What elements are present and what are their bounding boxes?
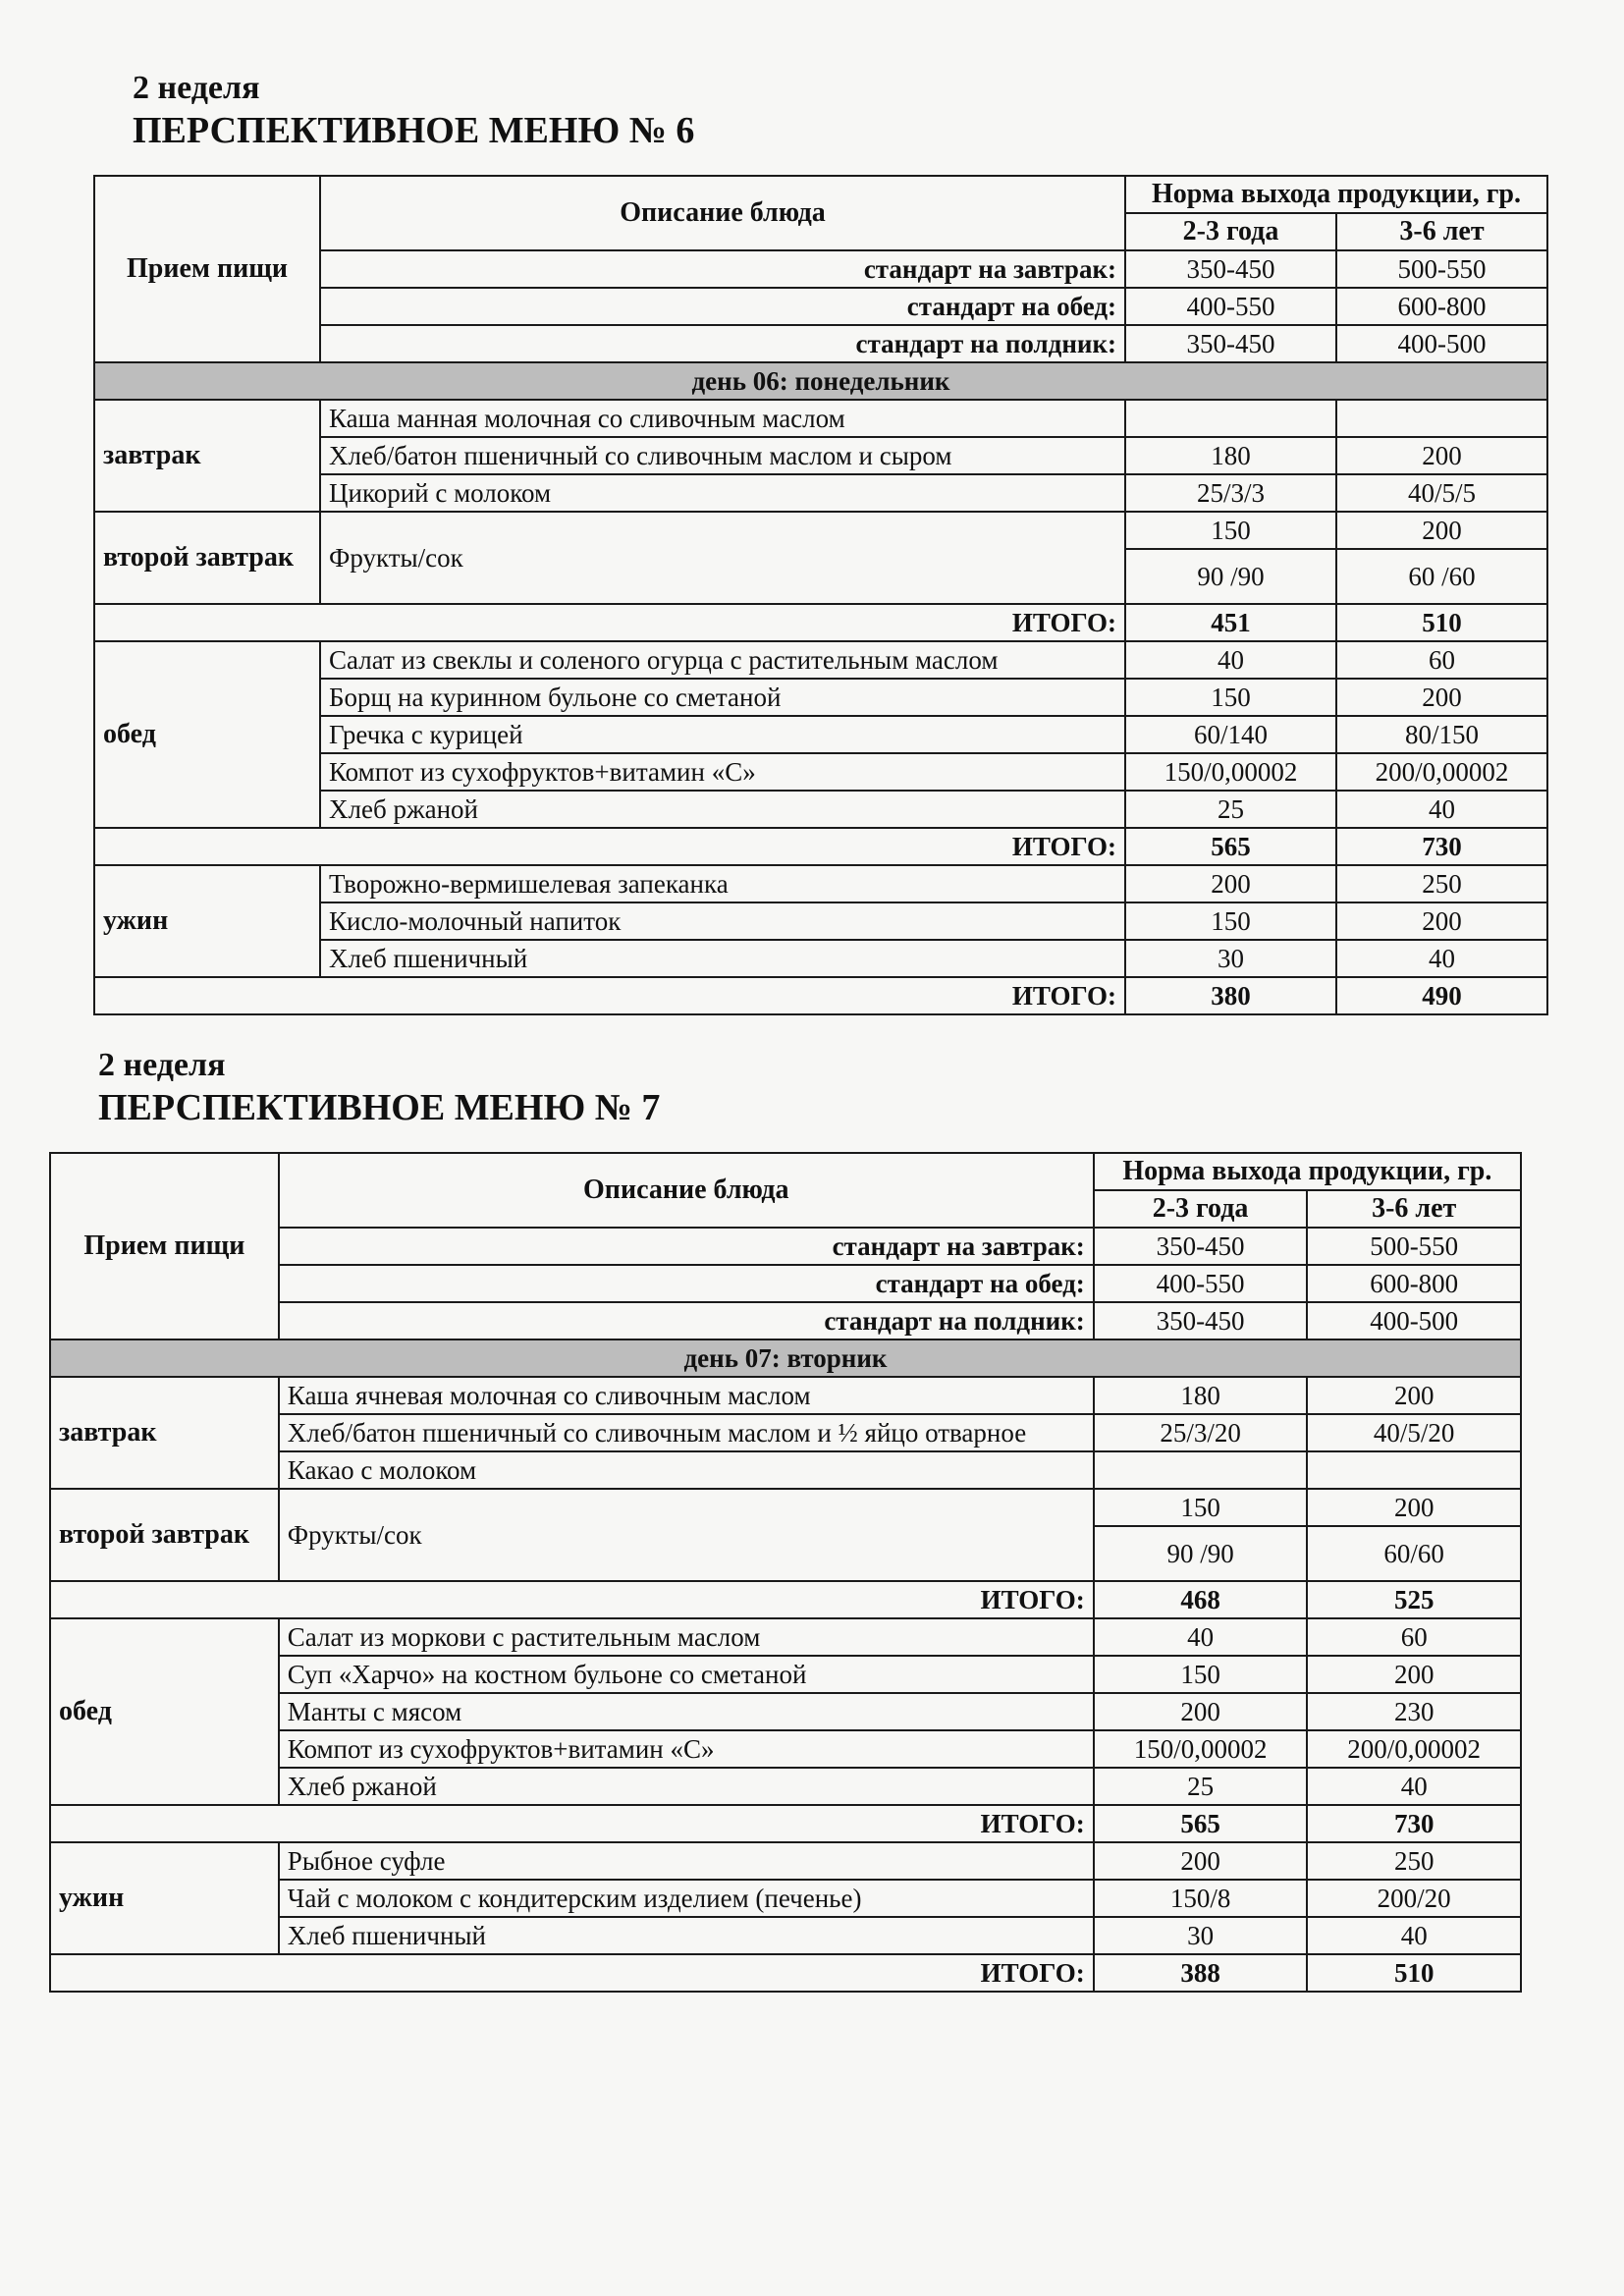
portion-2-3: 150 bbox=[1094, 1489, 1308, 1526]
dish-name: Рыбное суфле bbox=[279, 1842, 1094, 1880]
total-label: ИТОГО: bbox=[94, 828, 1125, 865]
meal-lunch: обед bbox=[94, 641, 320, 828]
portion-2-3: 180 bbox=[1094, 1377, 1308, 1414]
portion-3-6: 60 bbox=[1336, 641, 1547, 679]
portion-2-3: 150 bbox=[1125, 512, 1336, 549]
age-group-2-3-header: 2-3 года bbox=[1125, 213, 1336, 250]
menu-header bbox=[98, 1046, 1624, 1130]
portion-3-6: 40 bbox=[1307, 1917, 1521, 1954]
portion-3-6: 200 bbox=[1307, 1656, 1521, 1693]
portion-3-6: 60/60 bbox=[1307, 1526, 1521, 1581]
lunch-row bbox=[50, 1618, 1521, 1656]
description-column-header: Описание блюда bbox=[279, 1153, 1094, 1228]
menu-section bbox=[0, 69, 1624, 1015]
portion-3-6: 80/150 bbox=[1336, 716, 1547, 753]
dish-name: Гречка с курицей bbox=[320, 716, 1125, 753]
standard-value-3-6: 400-500 bbox=[1336, 325, 1547, 362]
meal-breakfast: завтрак bbox=[94, 400, 320, 512]
total-2-3: 388 bbox=[1094, 1954, 1308, 1992]
menu-table bbox=[49, 1152, 1522, 1993]
dish-name: Манты с мясом bbox=[279, 1693, 1094, 1730]
standard-label: стандарт на завтрак: bbox=[279, 1228, 1094, 1265]
dish-name: Фрукты/сок bbox=[320, 512, 1125, 604]
standard-value-2-3: 350-450 bbox=[1094, 1302, 1308, 1339]
day-label: день 06: понедельник bbox=[94, 362, 1547, 400]
dish-name: Хлеб пшеничный bbox=[320, 940, 1125, 977]
portion-2-3: 30 bbox=[1125, 940, 1336, 977]
standard-value-2-3: 350-450 bbox=[1125, 325, 1336, 362]
portion-3-6: 250 bbox=[1307, 1842, 1521, 1880]
standard-value-2-3: 400-550 bbox=[1125, 288, 1336, 325]
portion-2-3: 60/140 bbox=[1125, 716, 1336, 753]
portion-3-6: 200 bbox=[1336, 902, 1547, 940]
dish-name: Чай с молоком с кондитерским изделием (печенье) bbox=[279, 1880, 1094, 1917]
portion-3-6: 200 bbox=[1336, 437, 1547, 474]
portion-3-6 bbox=[1307, 1451, 1521, 1489]
meal-second-breakfast: второй завтрак bbox=[50, 1489, 279, 1581]
dish-name: Хлеб ржаной bbox=[320, 791, 1125, 828]
dish-name: Фрукты/сок bbox=[279, 1489, 1094, 1581]
portion-2-3: 150/0,00002 bbox=[1125, 753, 1336, 791]
portion-2-3: 25 bbox=[1125, 791, 1336, 828]
standard-label: стандарт на обед: bbox=[279, 1265, 1094, 1302]
dish-name: Цикорий с молоком bbox=[320, 474, 1125, 512]
portion-3-6: 200/0,00002 bbox=[1336, 753, 1547, 791]
dish-name: Хлеб/батон пшеничный со сливочным маслом и сыром bbox=[320, 437, 1125, 474]
standard-label: стандарт на полдник: bbox=[320, 325, 1125, 362]
total-2-3: 565 bbox=[1125, 828, 1336, 865]
portion-2-3: 150/8 bbox=[1094, 1880, 1308, 1917]
dinner-row bbox=[50, 1842, 1521, 1880]
total-row bbox=[50, 1581, 1521, 1618]
total-3-6: 730 bbox=[1336, 828, 1547, 865]
portion-2-3: 40 bbox=[1094, 1618, 1308, 1656]
dish-name: Компот из сухофруктов+витамин «С» bbox=[320, 753, 1125, 791]
meal-column-header: Прием пищи bbox=[94, 176, 320, 362]
total-3-6: 510 bbox=[1336, 604, 1547, 641]
portion-2-3: 25/3/3 bbox=[1125, 474, 1336, 512]
dish-name: Кисло-молочный напиток bbox=[320, 902, 1125, 940]
total-2-3: 380 bbox=[1125, 977, 1336, 1014]
day-label: день 07: вторник bbox=[50, 1339, 1521, 1377]
portion-2-3: 200 bbox=[1094, 1842, 1308, 1880]
meal-column-header: Прием пищи bbox=[50, 1153, 279, 1339]
dish-name: Творожно-вермишелевая запеканка bbox=[320, 865, 1125, 902]
norm-column-header: Норма выхода продукции, гр. bbox=[1094, 1153, 1521, 1190]
breakfast-row bbox=[50, 1377, 1521, 1414]
portion-2-3: 200 bbox=[1094, 1693, 1308, 1730]
dish-name: Хлеб/батон пшеничный со сливочным маслом и ½ яйцо отварное bbox=[279, 1414, 1094, 1451]
menu-table bbox=[93, 175, 1548, 1015]
dish-name: Салат из моркови с растительным маслом bbox=[279, 1618, 1094, 1656]
meal-dinner: ужин bbox=[94, 865, 320, 977]
menu-header bbox=[133, 69, 1624, 153]
second-breakfast-row bbox=[50, 1489, 1521, 1526]
portion-2-3: 25/3/20 bbox=[1094, 1414, 1308, 1451]
portion-3-6: 230 bbox=[1307, 1693, 1521, 1730]
portion-3-6: 60 bbox=[1307, 1618, 1521, 1656]
total-label: ИТОГО: bbox=[50, 1805, 1094, 1842]
portion-3-6: 40 bbox=[1336, 791, 1547, 828]
total-3-6: 730 bbox=[1307, 1805, 1521, 1842]
portion-3-6: 200 bbox=[1336, 512, 1547, 549]
portion-2-3: 180 bbox=[1125, 437, 1336, 474]
portion-2-3 bbox=[1125, 400, 1336, 437]
total-3-6: 510 bbox=[1307, 1954, 1521, 1992]
portion-2-3: 150 bbox=[1125, 902, 1336, 940]
total-3-6: 525 bbox=[1307, 1581, 1521, 1618]
portion-2-3: 25 bbox=[1094, 1768, 1308, 1805]
standard-value-3-6: 600-800 bbox=[1307, 1265, 1521, 1302]
total-2-3: 451 bbox=[1125, 604, 1336, 641]
portion-3-6: 200 bbox=[1307, 1377, 1521, 1414]
meal-second-breakfast: второй завтрак bbox=[94, 512, 320, 604]
description-column-header: Описание блюда bbox=[320, 176, 1125, 250]
portion-3-6: 40/5/5 bbox=[1336, 474, 1547, 512]
day-row bbox=[94, 362, 1547, 400]
age-group-3-6-header: 3-6 лет bbox=[1307, 1190, 1521, 1228]
portion-2-3: 200 bbox=[1125, 865, 1336, 902]
meal-dinner: ужин bbox=[50, 1842, 279, 1954]
portion-3-6: 200/20 bbox=[1307, 1880, 1521, 1917]
dish-name: Салат из свеклы и соленого огурца с растительным маслом bbox=[320, 641, 1125, 679]
portion-2-3: 90 /90 bbox=[1125, 549, 1336, 604]
dish-name: Компот из сухофруктов+витамин «С» bbox=[279, 1730, 1094, 1768]
dish-name: Какао с молоком bbox=[279, 1451, 1094, 1489]
dish-name: Борщ на куринном бульоне со сметаной bbox=[320, 679, 1125, 716]
portion-3-6: 60 /60 bbox=[1336, 549, 1547, 604]
standard-value-2-3: 400-550 bbox=[1094, 1265, 1308, 1302]
lunch-row bbox=[94, 641, 1547, 679]
week-label: 2 неделя bbox=[133, 70, 260, 106]
portion-2-3: 150 bbox=[1125, 679, 1336, 716]
norm-column-header: Норма выхода продукции, гр. bbox=[1125, 176, 1547, 213]
standard-value-3-6: 400-500 bbox=[1307, 1302, 1521, 1339]
total-row bbox=[94, 604, 1547, 641]
portion-2-3: 30 bbox=[1094, 1917, 1308, 1954]
total-label: ИТОГО: bbox=[50, 1954, 1094, 1992]
dish-name: Хлеб пшеничный bbox=[279, 1917, 1094, 1954]
menu-title: ПЕРСПЕКТИВНОЕ МЕНЮ № 6 bbox=[133, 110, 695, 151]
week-label: 2 неделя bbox=[98, 1047, 226, 1083]
total-label: ИТОГО: bbox=[94, 604, 1125, 641]
meal-breakfast: завтрак bbox=[50, 1377, 279, 1489]
portion-2-3: 150/0,00002 bbox=[1094, 1730, 1308, 1768]
menu-title: ПЕРСПЕКТИВНОЕ МЕНЮ № 7 bbox=[98, 1087, 661, 1128]
standard-value-3-6: 500-550 bbox=[1307, 1228, 1521, 1265]
portion-3-6: 250 bbox=[1336, 865, 1547, 902]
standard-label: стандарт на полдник: bbox=[279, 1302, 1094, 1339]
portion-2-3: 90 /90 bbox=[1094, 1526, 1308, 1581]
day-row bbox=[50, 1339, 1521, 1377]
standard-label: стандарт на завтрак: bbox=[320, 250, 1125, 288]
dinner-row bbox=[94, 865, 1547, 902]
total-row bbox=[50, 1805, 1521, 1842]
portion-2-3: 40 bbox=[1125, 641, 1336, 679]
total-row bbox=[94, 828, 1547, 865]
standard-value-2-3: 350-450 bbox=[1094, 1228, 1308, 1265]
standard-value-3-6: 500-550 bbox=[1336, 250, 1547, 288]
portion-3-6: 200 bbox=[1307, 1489, 1521, 1526]
age-group-3-6-header: 3-6 лет bbox=[1336, 213, 1547, 250]
standard-value-3-6: 600-800 bbox=[1336, 288, 1547, 325]
age-group-2-3-header: 2-3 года bbox=[1094, 1190, 1308, 1228]
total-2-3: 565 bbox=[1094, 1805, 1308, 1842]
portion-3-6: 200/0,00002 bbox=[1307, 1730, 1521, 1768]
portion-3-6: 200 bbox=[1336, 679, 1547, 716]
menu-section bbox=[0, 1046, 1624, 1993]
total-label: ИТОГО: bbox=[50, 1581, 1094, 1618]
total-row bbox=[50, 1954, 1521, 1992]
breakfast-row bbox=[94, 400, 1547, 437]
dish-name: Суп «Харчо» на костном бульоне со сметаной bbox=[279, 1656, 1094, 1693]
portion-3-6: 40 bbox=[1336, 940, 1547, 977]
meal-lunch: обед bbox=[50, 1618, 279, 1805]
dish-name: Хлеб ржаной bbox=[279, 1768, 1094, 1805]
portion-2-3: 150 bbox=[1094, 1656, 1308, 1693]
total-3-6: 490 bbox=[1336, 977, 1547, 1014]
portion-3-6: 40/5/20 bbox=[1307, 1414, 1521, 1451]
total-label: ИТОГО: bbox=[94, 977, 1125, 1014]
dish-name: Каша манная молочная со сливочным маслом bbox=[320, 400, 1125, 437]
total-row bbox=[94, 977, 1547, 1014]
second-breakfast-row bbox=[94, 512, 1547, 549]
portion-2-3 bbox=[1094, 1451, 1308, 1489]
portion-3-6: 40 bbox=[1307, 1768, 1521, 1805]
portion-3-6 bbox=[1336, 400, 1547, 437]
standard-value-2-3: 350-450 bbox=[1125, 250, 1336, 288]
total-2-3: 468 bbox=[1094, 1581, 1308, 1618]
standard-label: стандарт на обед: bbox=[320, 288, 1125, 325]
dish-name: Каша ячневая молочная со сливочным маслом bbox=[279, 1377, 1094, 1414]
